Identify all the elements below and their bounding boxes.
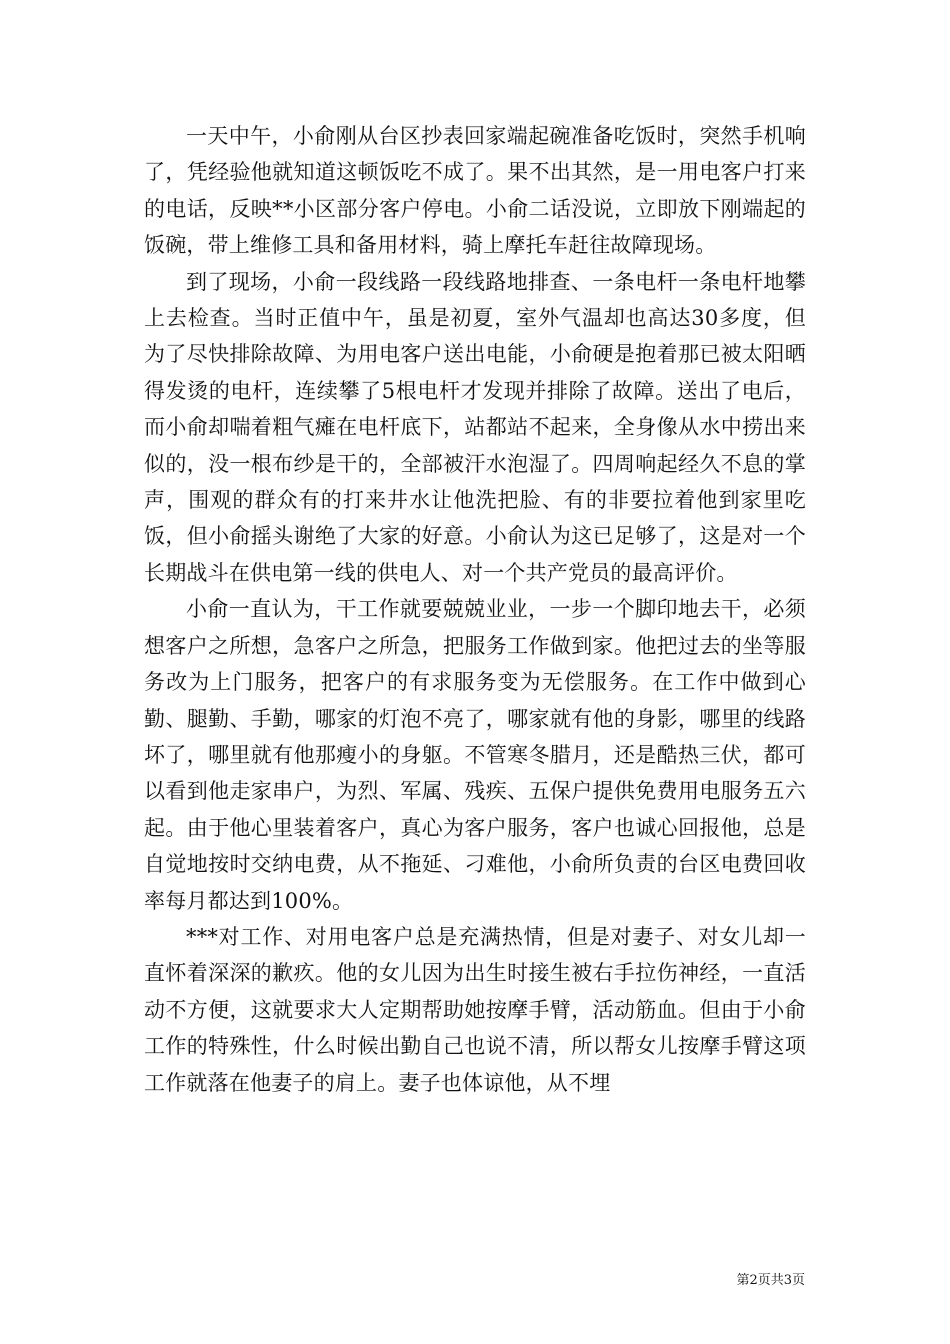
paragraph-2: 到了现场，小俞一段线路一段线路地排查、一条电杆一条电杆地攀上去检查。当时正值中午，虽是初夏，室外气温却也高达30多度，但为了尽快排除故障、为用电客户送出电能，小俞硬是抱着那已被太阳晒得发烫的电杆，连续攀了5根电杆才发现并排除了故障。送出了电后，而小俞却喘着粗气瘫在电杆底下，站都站不起来，全身像从水中捞出来似的，没一根布纱是干的，全部被汗水泡湿了。四周响起经久不息的掌声，围观的群众有的打来井水让他洗把脸、有的非要拉着他到家里吃饭，但小俞摇头谢绝了大家的好意。小俞认为这已足够了，这是对一个长期战斗在供电第一线的供电人、对一个共产党员的最高评价。 <box>144 269 806 585</box>
paragraph-3: 小俞一直认为，干工作就要兢兢业业，一步一个脚印地去干，必须想客户之所想，急客户之所急，把服务工作做到家。他把过去的坐等服务改为上门服务，把客户的有求服务变为无偿服务。在工作中做到心勤、腿勤、手勤，哪家的灯泡不亮了，哪家就有他的身影，哪里的线路坏了，哪里就有他那瘦小的身躯。不管寒冬腊月，还是酷热三伏，都可以看到他走家串户，为烈、军属、残疾、五保户提供免费用电服务五六起。由于他心里装着客户，真心为客户服务，客户也诚心回报他，总是自觉地按时交纳电费，从不拖延、刁难他，小俞所负责的台区电费回收率每月都达到100%。 <box>144 597 806 913</box>
paragraph-4: ***对工作、对用电客户总是充满热情，但是对妻子、对女儿却一直怀着深深的歉疚。他的女儿因为出生时接生被右手拉伤神经，一直活动不方便，这就要求大人定期帮助她按摩手臂，活动筋血。但由于小俞工作的特殊性，什么时候出勤自己也说不清，所以帮女儿按摩手臂这项工作就落在他妻子的肩上。妻子也体谅他，从不埋 <box>144 924 806 1095</box>
page-number: 第2页共3页 <box>736 1273 805 1288</box>
body-text <box>144 118 806 1101</box>
paragraph-1: 一天中午，小俞刚从台区抄表回家端起碗准备吃饭时，突然手机响了，凭经验他就知道这顿饭吃不成了。果不出其然，是一用电客户打来的电话，反映**小区部分客户停电。小俞二话没说，立即放下刚端起的饭碗，带上维修工具和备用材料，骑上摩托车赶往故障现场。 <box>144 124 806 258</box>
